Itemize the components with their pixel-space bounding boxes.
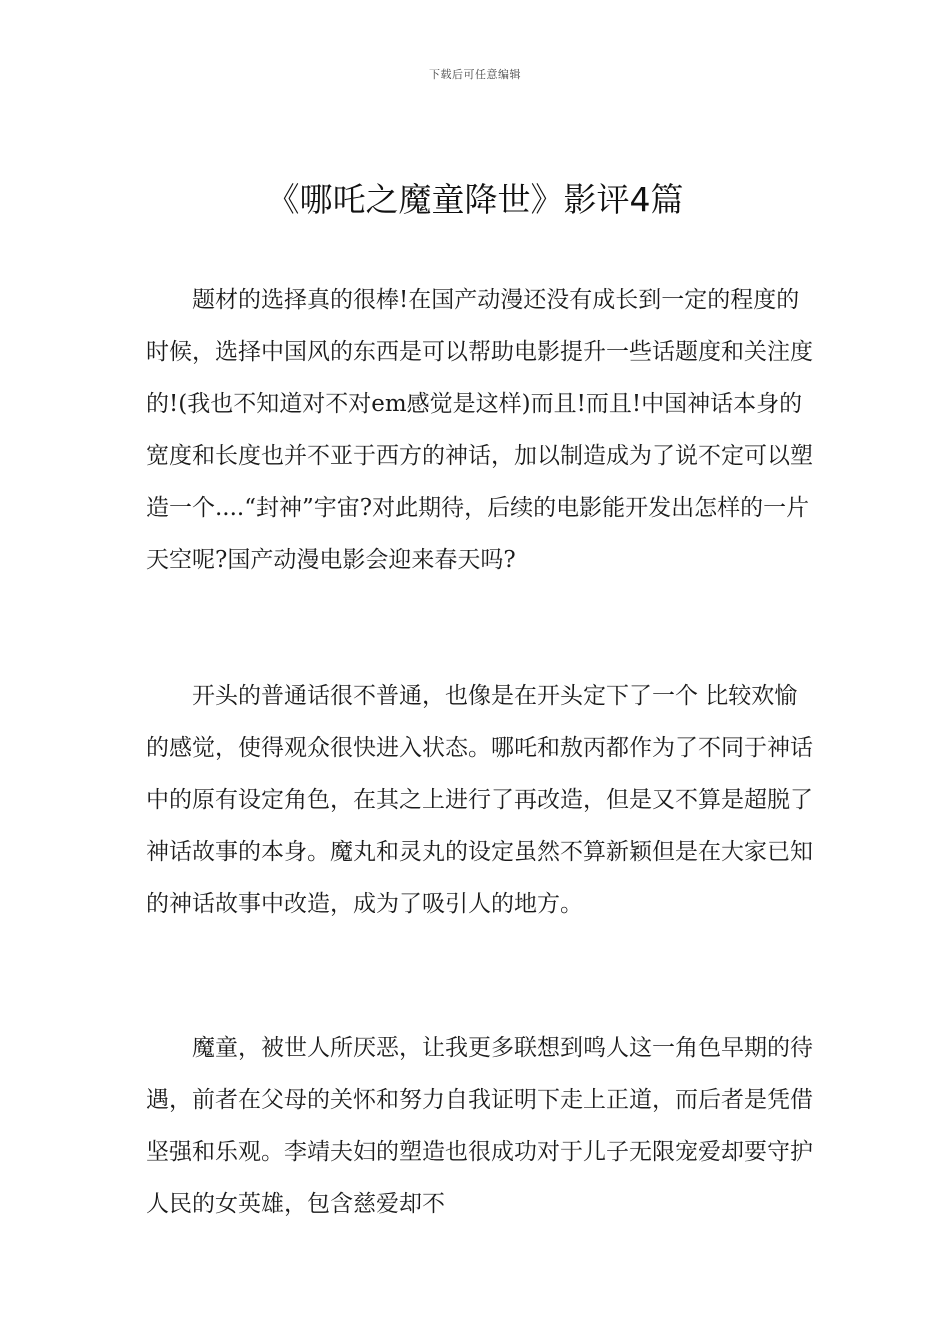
paragraph-3: 魔童，被世人所厌恶，让我更多联想到鸣人这一角色早期的待遇，前者在父母的关怀和努力自我证明下走上正道，而后者是凭借坚强和乐观。李靖夫妇的塑造也很成功对于儿子无限宠爱却要守护人民的女英雄，包含慈爱却不: [146, 1035, 813, 1217]
paragraph-1: 题材的选择真的很棒!在国产动漫还没有成长到一定的程度的时候，选择中国风的东西是可以帮助电影提升一些话题度和关注度的!(我也不知道对不对em感觉是这样)而且!而且!中国神话本身的宽度和长度也并不亚于西方的神话，加以制造成为了说不定可以塑造一个....“封神”宇宙?对此期待，后续的电影能开发出怎样的一片天空呢?国产动漫电影会迎来春天吗?: [146, 287, 813, 573]
header-note: 下载后可任意编辑: [429, 68, 521, 81]
paragraph-2: 开头的普通话很不普通，也像是在开头定下了一个 比较欢愉的感觉，使得观众很快进入状态。哪吒和敖丙都作为了不同于神话中的原有设定角色，在其之上进行了再改造，但是又不算是超脱了神话故事的本身。魔丸和灵丸的设定虽然不算新颖但是在大家已知的神话故事中改造，成为了吸引人的地方。: [146, 683, 813, 917]
document-title: 《哪吒之魔童降世》影评4篇: [266, 180, 684, 219]
